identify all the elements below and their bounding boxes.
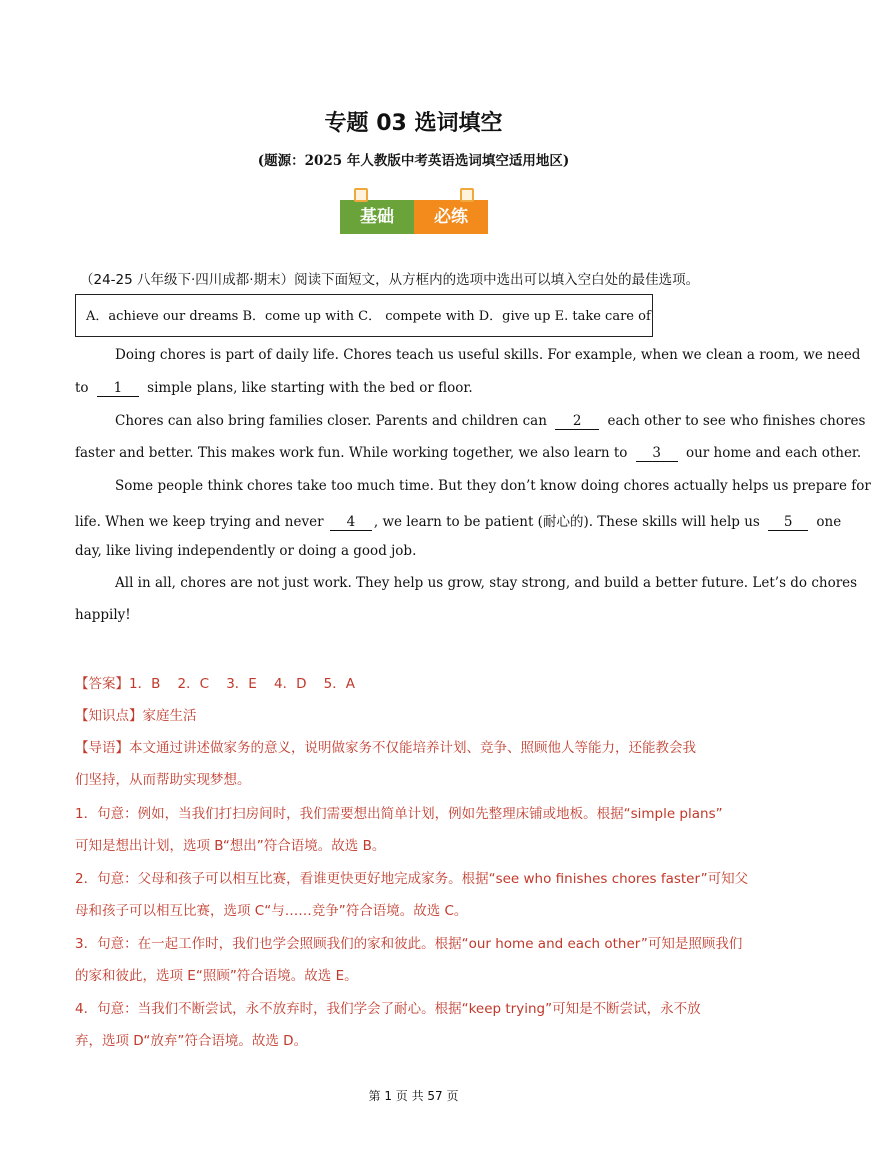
passage-line [75, 575, 858, 591]
badge-right-label: 必练 [434, 207, 468, 227]
answer-line [75, 672, 752, 692]
knowledge-text: 家庭生活 [142, 708, 197, 724]
badge-left-label: 基础 [360, 207, 394, 227]
guide-line: 们坚持，从而帮助实现梦想。 [75, 772, 251, 788]
page-footer: 第 1 页 共 57 页 [368, 1089, 459, 1103]
blank-1: 1 [97, 380, 139, 397]
passage-line [75, 543, 752, 559]
passage-line [75, 380, 752, 397]
passage-text: day, like living independently or doing a good job. [75, 543, 417, 559]
passage-text: each other to see who finishes chores [607, 413, 866, 429]
blank-5: 5 [768, 514, 808, 531]
page-subtitle: (题源：2025 年人教版中考英语选词填空适用地区) [257, 153, 570, 169]
passage-line [75, 478, 871, 494]
knowledge-tag: 【知识点】 [75, 708, 143, 724]
section-badge [340, 188, 488, 248]
passage-text: Chores can also bring families closer. Parents and children can [115, 413, 547, 429]
passage-text: one [816, 514, 842, 530]
explanation-line: 4．句意：当我们不断尝试，永不放弃时，我们学会了耐心。根据“keep trying”可知是不断尝试，永不放 [75, 1001, 701, 1017]
passage-text: , we learn to be patient (耐心的). These skills will help us [373, 514, 760, 530]
passage-line [75, 413, 866, 430]
answer-tag: 【答案】 [75, 676, 129, 692]
blank-4: 4 [330, 514, 372, 531]
passage-text: Doing chores is part of daily life. Chores teach us useful skills. For example, when we clean a room, we need [115, 347, 861, 363]
guide-tag: 【导语】 [75, 740, 129, 756]
guide-line [75, 736, 752, 756]
passage-line [75, 347, 861, 363]
explanation-line: 的家和彼此，选项 E“照顾”符合语境。故选 E。 [75, 968, 358, 984]
guide-text: 本文通过讲述做家务的意义，说明做家务不仅能培养计划、竞争、照顾他人等能力，还能教会我 [129, 740, 696, 756]
passage-text: Some people think chores take too much time. But they don’t know doing chores actually helps us prepare for [115, 478, 871, 494]
passage-text: happily! [75, 607, 131, 623]
passage-text: faster and better. This makes work fun. While working together, we also learn to [75, 445, 628, 461]
passage-text: All in all, chores are not just work. They help us grow, stay strong, and build a better future. Let’s do chores [115, 575, 858, 591]
page-title: 专题 03 选词填空 [324, 111, 503, 136]
explanation-line: 可知是想出计划，选项 B“想出”符合语境。故选 B。 [75, 838, 386, 854]
passage-line [75, 510, 842, 531]
explanation-line: 1．句意：例如，当我们打扫房间时，我们需要想出简单计划，例如先整理床铺或地板。根据“simple plans” [75, 806, 723, 822]
explanation-line: 弃，选项 D“放弃”符合语境。故选 D。 [75, 1033, 308, 1049]
explanation-line: 母和孩子可以相互比赛，选项 C“与……竞争”符合语境。故选 C。 [75, 903, 468, 919]
passage-text: simple plans, like starting with the bed or floor. [147, 380, 473, 396]
question-instruction: （24-25 八年级下·四川成都·期末）阅读下面短文，从方框内的选项中选出可以填入空白处的最佳选项。 [80, 272, 700, 288]
answer-text: 1．B 2．C 3．E 4．D 5．A [129, 676, 355, 692]
explanation-line: 2．句意：父母和孩子可以相互比赛，看谁更快更好地完成家务。根据“see who finishes chores faster”可知父 [75, 871, 749, 887]
passage-text: to [75, 380, 89, 396]
options-box: A．achieve our dreams B．come up with C． compete with D．give up E. take care of [75, 294, 653, 337]
passage-line [75, 607, 752, 623]
knowledge-line [75, 704, 752, 724]
passage-text: our home and each other. [685, 445, 862, 461]
passage-line [75, 445, 862, 462]
passage-text: life. When we keep trying and never [75, 514, 324, 530]
explanation-line: 3．句意：在一起工作时，我们也学会照顾我们的家和彼此。根据“our home and each other”可知是照顾我们 [75, 936, 743, 952]
blank-2: 2 [555, 413, 599, 430]
blank-3: 3 [636, 445, 678, 462]
